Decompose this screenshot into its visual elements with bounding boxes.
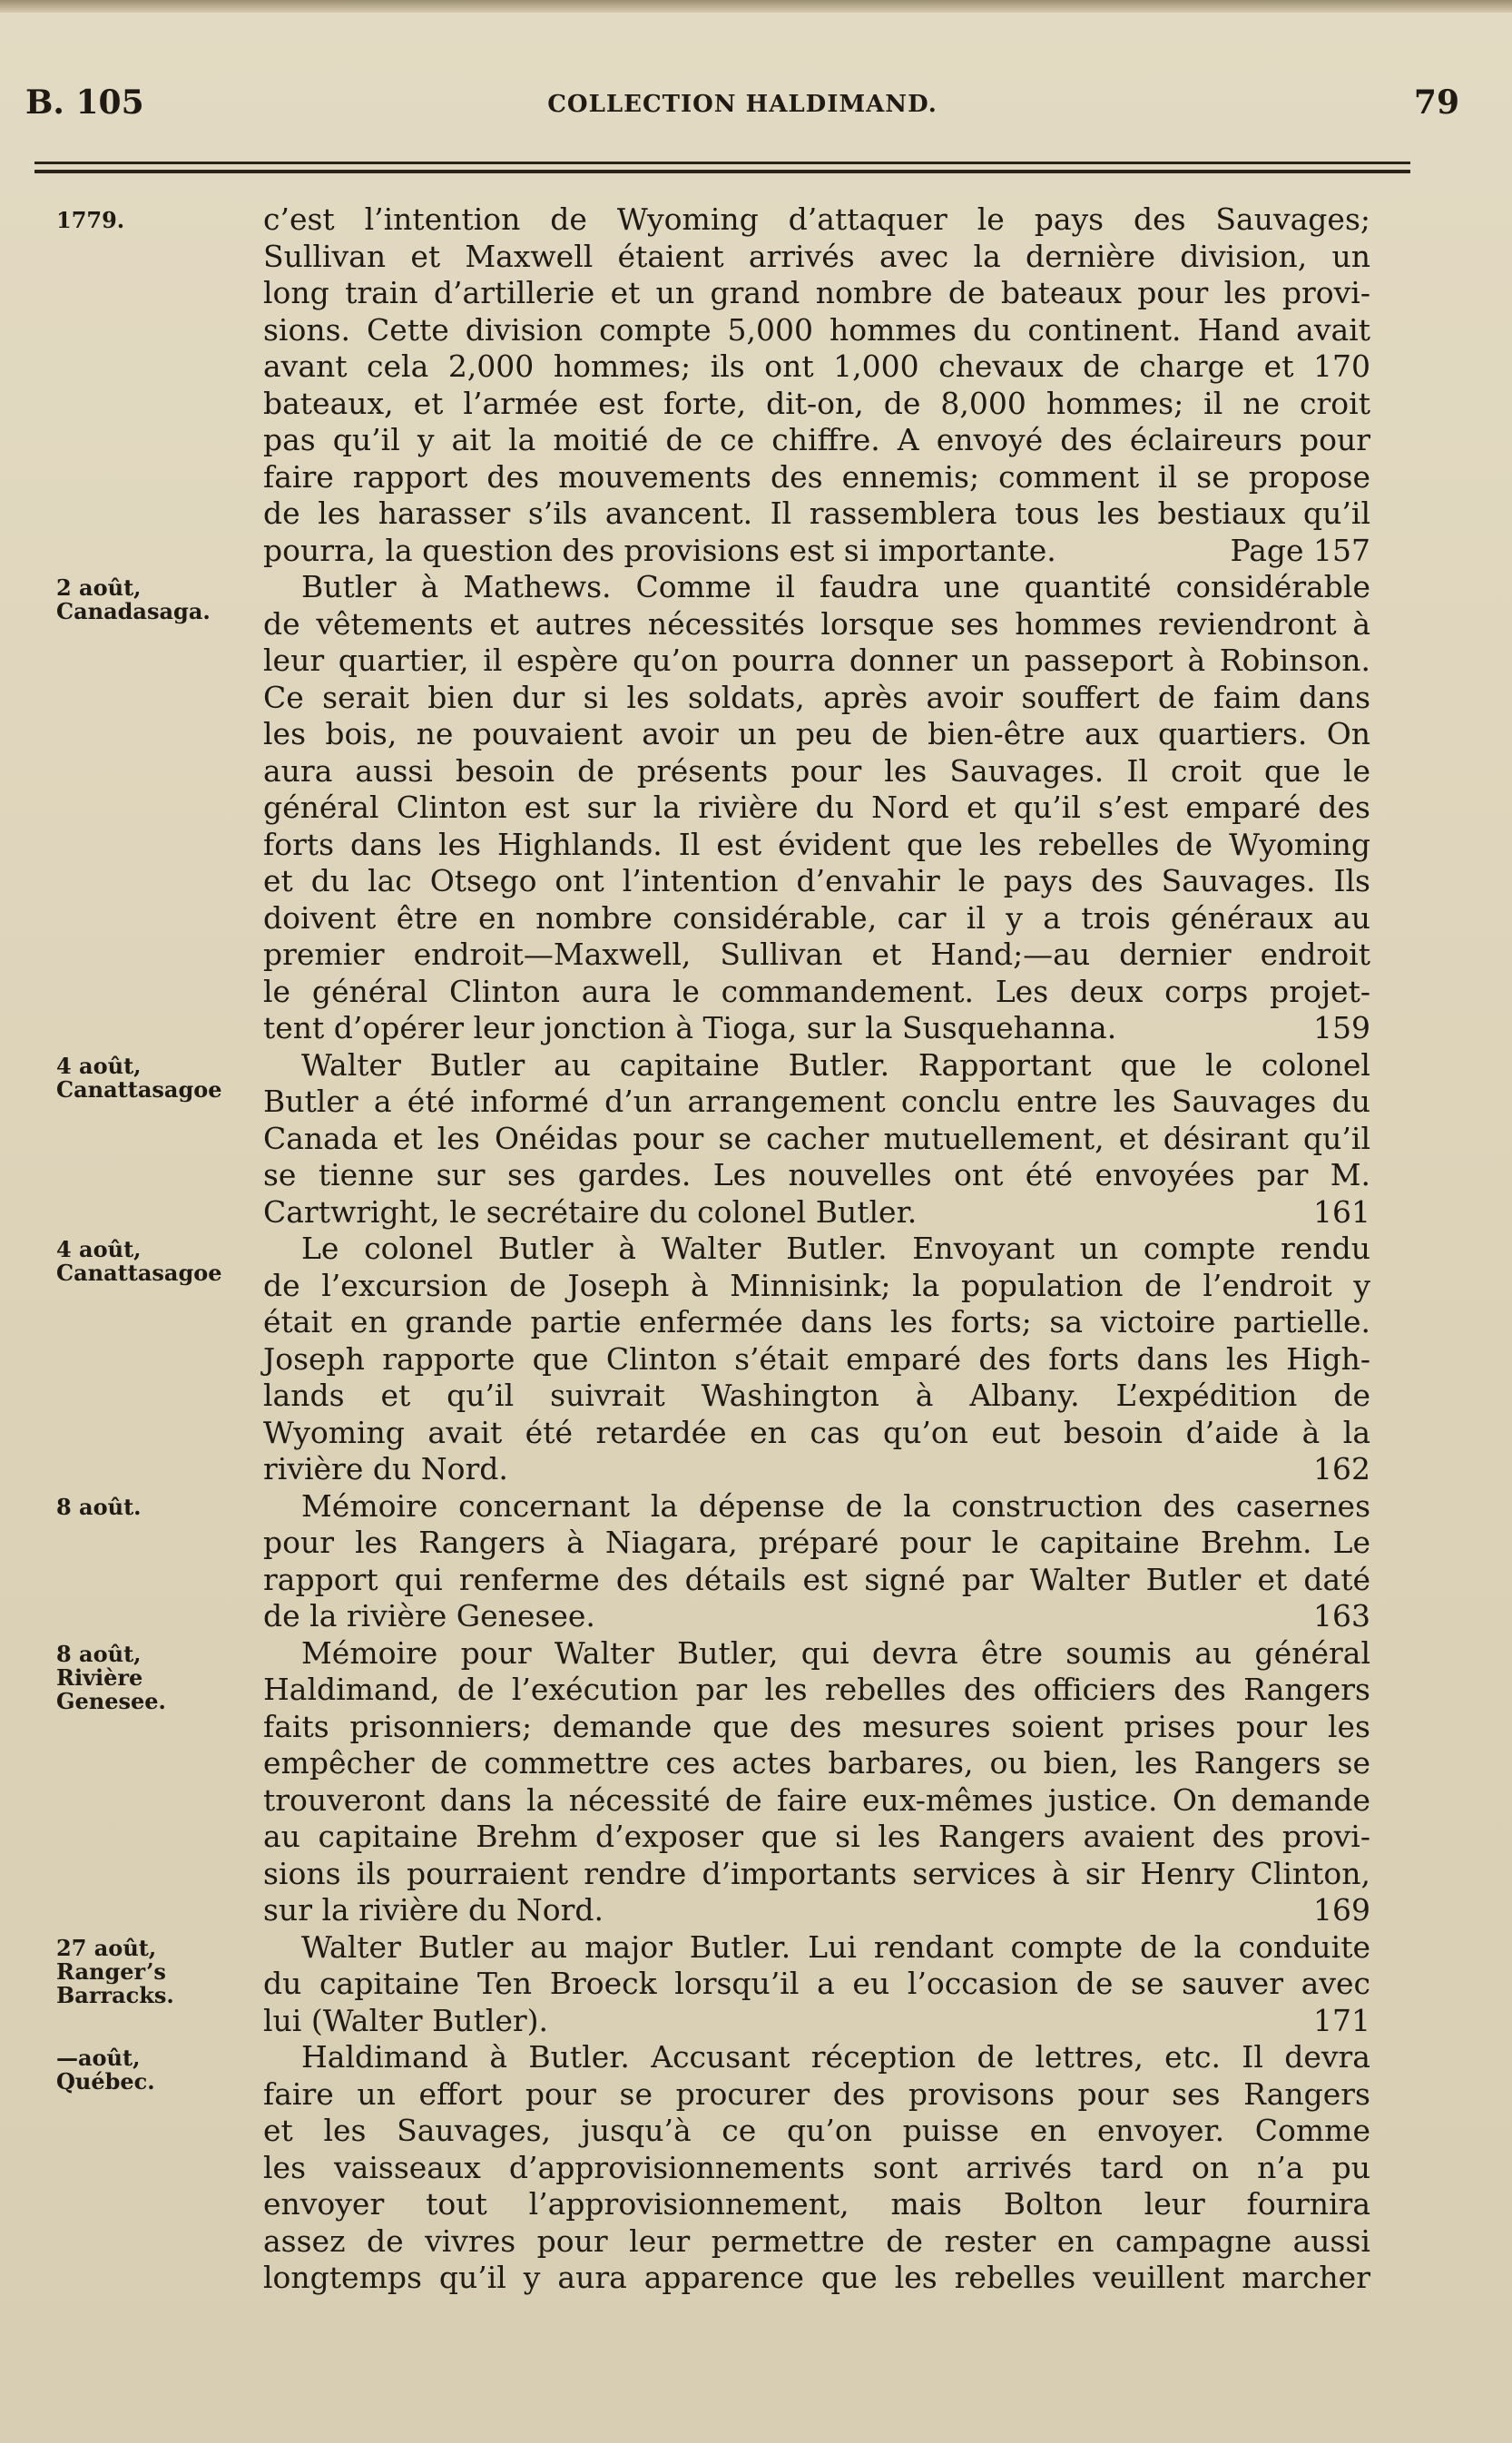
text-line-content: de vêtements et autres nécessités lorsque ses hommes reviendront à	[263, 605, 1370, 642]
text-line	[263, 827, 1370, 864]
entry-date-line: Québec.	[56, 2068, 155, 2095]
entry-text	[263, 1929, 1370, 2040]
text-line	[263, 1231, 1370, 1268]
text-line-content: Wyoming avait été retardée en cas qu’on eut besoin d’aide à la	[263, 1414, 1370, 1450]
text-line	[263, 1525, 1370, 1562]
text-line-content: pourra, la question des provisions est si importante.	[263, 532, 1056, 568]
calendar-entry	[0, 1488, 1512, 1635]
text-line	[263, 2260, 1370, 2297]
text-line-content: pas qu’il y ait la moitié de ce chiffre. A envoyé des éclaireurs pour	[263, 422, 1370, 457]
text-line-content: Mémoire concernant la dépense de la construction des casernes	[301, 1487, 1370, 1524]
text-line-content: se tienne sur ses gardes. Les nouvelles ont été envoyées par M.	[263, 1157, 1370, 1192]
text-line-content: de l’excursion de Joseph à Minnisink; la population de l’endroit y	[263, 1267, 1370, 1303]
text-line-content: rapport qui renferme des détails est signé par Walter Butler et daté	[263, 1561, 1370, 1597]
text-line	[263, 1047, 1370, 1084]
page-reference: Page 157	[1230, 532, 1370, 568]
entry-text	[263, 1231, 1370, 1488]
text-line	[263, 2113, 1370, 2150]
text-line-content: Sullivan et Maxwell étaient arrivés avec la dernière division, un	[263, 238, 1370, 274]
text-line	[263, 1341, 1370, 1378]
entry-date-line: Rivière	[56, 1663, 143, 1691]
text-line	[263, 1672, 1370, 1709]
text-line	[263, 386, 1370, 423]
text-line	[263, 937, 1370, 974]
entry-date	[56, 1052, 256, 1103]
text-line-content: envoyer tout l’approvisionnement, mais Bolton leur fournira	[263, 2186, 1370, 2222]
text-line-content: tent d’opérer leur jonction à Tioga, sur la Susquehanna.	[263, 1010, 1117, 1045]
text-line	[263, 1782, 1370, 1820]
entry-text	[263, 1047, 1370, 1231]
text-line	[263, 1562, 1370, 1599]
text-line	[263, 1929, 1370, 1967]
text-line	[263, 2003, 1370, 2040]
entry-date	[56, 1238, 256, 1285]
text-line-content: sur la rivière du Nord.	[263, 1892, 604, 1928]
text-line	[263, 495, 1370, 533]
text-line	[263, 533, 1370, 570]
text-line	[263, 643, 1370, 680]
calendar-entries	[0, 201, 1512, 2297]
text-line-content: et du lac Otsego ont l’intention d’envahir le pays des Sauvages. Ils	[263, 863, 1370, 898]
text-line-content: Haldimand à Butler. Accusant réception de lettres, etc. Il devra	[301, 2039, 1370, 2075]
text-line	[263, 1268, 1370, 1305]
text-line	[263, 606, 1370, 643]
text-line-content: forts dans les Highlands. Il est évident que les rebelles de Wyoming	[263, 826, 1370, 862]
entry-date	[56, 209, 256, 232]
page-reference: 162	[1313, 1451, 1370, 1486]
text-line-content: le général Clinton aura le commandement. Les deux corps projet-	[263, 973, 1370, 1009]
text-line-content: Haldimand, de l’exécution par les rebelles des officiers des Rangers	[263, 1672, 1370, 1707]
text-line	[263, 1010, 1370, 1047]
entry-date-line: Genesee.	[56, 1687, 166, 1714]
text-line-content: faire un effort pour se procurer des provisons pour ses Rangers	[263, 2075, 1370, 2112]
text-line	[263, 1415, 1370, 1452]
text-line-content: assez de vivres pour leur permettre de rester en campagne aussi	[263, 2222, 1370, 2259]
text-line-content: longtemps qu’il y aura apparence que les rebelles veuillent marcher	[263, 2260, 1370, 2295]
text-line	[263, 422, 1370, 459]
text-line-content: rivière du Nord.	[263, 1451, 508, 1486]
text-line	[263, 1892, 1370, 1929]
text-line-content: faits prisonniers; demande que des mesures soient prises pour les	[263, 1708, 1370, 1744]
entry-text	[263, 1635, 1370, 1929]
entry-text	[263, 1488, 1370, 1635]
page-reference: 161	[1313, 1193, 1370, 1230]
text-line-content: bateaux, et l’armée est forte, dit-on, de 8,000 hommes; il ne croit	[263, 385, 1370, 421]
text-line-content: empêcher de commettre ces actes barbares, ou bien, les Rangers se	[263, 1745, 1370, 1781]
entry-date-line: 1779.	[56, 207, 125, 233]
page-reference: 159	[1313, 1010, 1370, 1045]
text-line	[263, 459, 1370, 496]
text-line-content: lands et qu’il suivrait Washington à Albany. L’expédition de	[263, 1378, 1370, 1413]
text-line	[263, 900, 1370, 937]
text-line-content: sions ils pourraient rendre d’importants services à sir Henry Clinton,	[263, 1855, 1370, 1891]
page-reference: 169	[1313, 1892, 1370, 1928]
entry-date-line: Ranger’s	[56, 1957, 166, 1985]
text-line-content: Le colonel Butler à Walter Butler. Envoyant un compte rendu	[301, 1231, 1370, 1266]
page-reference: 171	[1313, 2002, 1370, 2038]
text-line-content: Walter Butler au capitaine Butler. Rapportant que le colonel	[301, 1046, 1370, 1083]
entry-date-line: Canattasagoe	[56, 1075, 222, 1103]
text-line	[263, 1121, 1370, 1158]
text-line	[263, 569, 1370, 606]
text-line	[263, 2186, 1370, 2223]
text-line-content: et les Sauvages, jusqu’à ce qu’on puisse en envoyer. Comme	[263, 2113, 1370, 2148]
entry-date-line: 8 août,	[56, 1640, 142, 1667]
text-line	[263, 863, 1370, 900]
text-line	[263, 1084, 1370, 1121]
text-line	[263, 1378, 1370, 1415]
text-line	[263, 1157, 1370, 1194]
entry-date-line: 4 août,	[56, 1236, 142, 1262]
text-line	[263, 1598, 1370, 1635]
entry-date-line: 2 août,	[56, 574, 142, 601]
entry-date-line: 4 août,	[56, 1052, 142, 1079]
text-line	[263, 275, 1370, 312]
calendar-entry	[0, 201, 1512, 569]
text-line-content: sions. Cette division compte 5,000 hommes du continent. Hand avait	[263, 311, 1370, 348]
page-reference: 163	[1313, 1598, 1370, 1634]
text-line-content: les vaisseaux d’approvisionnements sont arrivés tard on n’a pu	[263, 2149, 1370, 2185]
entry-date-line: Canattasagoe	[56, 1260, 222, 1286]
text-line-content: les bois, ne pouvaient avoir un peu de bien-être aux quartiers. On	[263, 716, 1370, 751]
text-line	[263, 201, 1370, 239]
text-line-content: Walter Butler au major Butler. Lui rendant compte de la conduite	[301, 1928, 1370, 1965]
calendar-entry	[0, 1635, 1512, 1929]
header-page-number: 79	[1413, 83, 1459, 122]
calendar-entry	[0, 2039, 1512, 2297]
calendar-entry	[0, 1929, 1512, 2040]
entry-date	[56, 1934, 256, 2008]
entry-text	[263, 569, 1370, 1047]
text-line	[263, 348, 1370, 386]
text-line	[263, 753, 1370, 790]
text-line-content: Joseph rapporte que Clinton s’était emparé des forts dans les High-	[263, 1340, 1370, 1377]
text-line-content: aura aussi besoin de présents pour les Sauvages. Il croit que le	[263, 752, 1370, 789]
calendar-entry	[0, 1231, 1512, 1488]
text-line	[263, 1194, 1370, 1231]
entry-date-line: Canadasaga.	[56, 598, 211, 624]
entry-date	[56, 1493, 256, 1520]
text-line-content: de la rivière Genesee.	[263, 1598, 595, 1634]
text-line-content: faire rapport des mouvements des ennemis; comment il se propose	[263, 458, 1370, 495]
text-line-content: Butler a été informé d’un arrangement conclu entre les Sauvages du	[263, 1084, 1370, 1119]
text-line-content: trouveront dans la nécessité de faire eux-mêmes justice. On demande	[263, 1781, 1370, 1818]
text-line	[263, 2039, 1370, 2076]
text-line	[263, 2076, 1370, 2114]
entry-text	[263, 201, 1370, 569]
entry-text	[263, 2039, 1370, 2297]
text-line-content: lui (Walter Butler).	[263, 2002, 549, 2038]
text-line	[263, 974, 1370, 1011]
text-line-content: long train d’artillerie et un grand nombre de bateaux pour les provi-	[263, 275, 1370, 310]
text-line-content: premier endroit—Maxwell, Sullivan et Hand;—au dernier endroit	[263, 937, 1370, 972]
text-line	[263, 1856, 1370, 1893]
text-line	[263, 1709, 1370, 1746]
text-line-content: avant cela 2,000 hommes; ils ont 1,000 chevaux de charge et 170	[263, 348, 1370, 384]
calendar-entry	[0, 1047, 1512, 1231]
text-line	[263, 1488, 1370, 1526]
page-edge	[0, 0, 1512, 13]
text-line-content: pour les Rangers à Niagara, préparé pour le capitaine Brehm. Le	[263, 1525, 1370, 1560]
text-line	[263, 312, 1370, 349]
text-line-content: au capitaine Brehm d’exposer que si les Rangers avaient des provi-	[263, 1819, 1370, 1854]
text-line	[263, 239, 1370, 276]
text-line	[263, 2223, 1370, 2261]
text-line-content: c’est l’intention de Wyoming d’attaquer le pays des Sauvages;	[263, 201, 1370, 237]
entry-date	[56, 1640, 256, 1714]
calendar-entry	[0, 569, 1512, 1047]
text-line	[263, 2150, 1370, 2187]
text-line	[263, 716, 1370, 753]
entry-date-line: Barracks.	[56, 1981, 174, 2008]
text-line-content: leur quartier, il espère qu’on pourra donner un passeport à Robinson.	[263, 643, 1370, 678]
text-line	[263, 1635, 1370, 1673]
text-line-content: Canada et les Onéidas pour se cacher mutuellement, et désirant qu’il	[263, 1120, 1370, 1156]
text-line-content: Ce serait bien dur si les soldats, après avoir souffert de faim dans	[263, 679, 1370, 715]
text-line-content: général Clinton est sur la rivière du Nord et qu’il s’est emparé des	[263, 790, 1370, 825]
text-line-content: Cartwright, le secrétaire du colonel Butler.	[263, 1193, 918, 1230]
text-line	[263, 680, 1370, 717]
header-rule-thick	[34, 170, 1410, 173]
entry-date	[56, 576, 256, 623]
text-line-content: de les harasser s’ils avancent. Il rassemblera tous les bestiaux qu’il	[263, 495, 1370, 531]
entry-date-line: —août,	[56, 2045, 141, 2071]
header-rule-thin	[34, 162, 1410, 164]
entry-date-line: 27 août,	[56, 1934, 157, 1961]
text-line-content: du capitaine Ten Broeck lorsqu’il a eu l’occasion de se sauver avec	[263, 1966, 1370, 2001]
text-line	[263, 1304, 1370, 1341]
entry-date	[56, 2046, 256, 2094]
text-line	[263, 790, 1370, 827]
text-line-content: Mémoire pour Walter Butler, qui devra être soumis au général	[301, 1634, 1370, 1671]
text-line-content: doivent être en nombre considérable, car il y a trois généraux au	[263, 899, 1370, 936]
text-line	[263, 1819, 1370, 1856]
header-title: COLLECTION HALDIMAND.	[547, 91, 938, 118]
text-line-content: était en grande partie enfermée dans les forts; sa victoire partielle.	[263, 1304, 1370, 1339]
text-line-content: Butler à Mathews. Comme il faudra une quantité considérable	[301, 569, 1370, 604]
header-volume: B. 105	[25, 83, 144, 122]
text-line	[263, 1745, 1370, 1782]
entry-date-line: 8 août.	[56, 1493, 142, 1520]
running-header	[25, 83, 1459, 138]
text-line	[263, 1451, 1370, 1488]
text-line	[263, 1966, 1370, 2003]
